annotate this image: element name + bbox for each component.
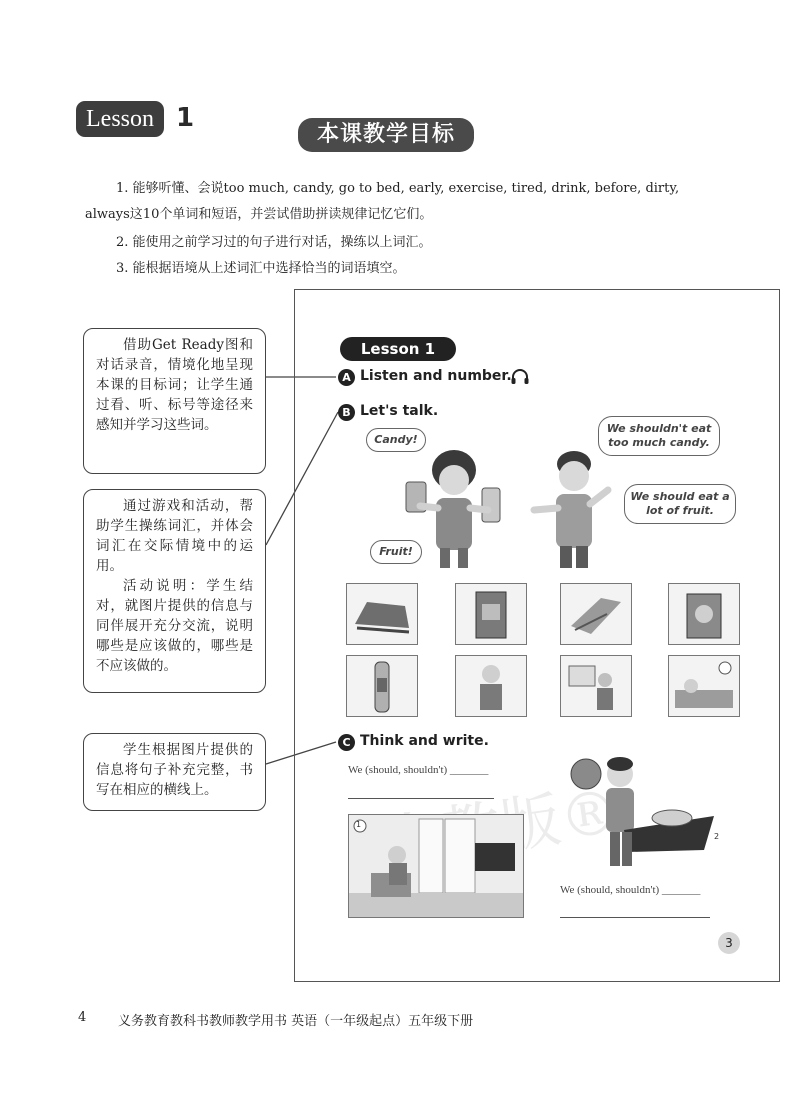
scene-2-number: 2: [714, 832, 720, 841]
section-a-badge: A: [338, 369, 355, 386]
section-title: 本课教学目标: [316, 122, 455, 147]
objective-1-cont: always这10个单词和短语，并尝试借助拼读规律记忆它们。: [85, 207, 433, 222]
section-b-title: Let's talk.: [360, 403, 439, 419]
speech-bubble-shouldnt: We shouldn't eat too much candy.: [598, 416, 720, 456]
picture-card: [668, 583, 740, 645]
picture-card: [455, 655, 527, 717]
picture-card: [346, 655, 418, 717]
objective-3: 3. 能根据语境从上述词汇中选择恰当的词语填空。: [116, 261, 406, 276]
picture-card: [346, 583, 418, 645]
speech-bubble-fruit: Fruit!: [370, 540, 422, 564]
picture-card: [560, 583, 632, 645]
annotation-note-2-para-2: 活动说明：学生结对，就图片提供的信息与同伴展开充分交流，说明哪些是应该做的，哪些是不应该做的。: [96, 578, 253, 674]
objective-1: 1. 能够听懂、会说too much, candy, go to bed, early, exercise, tired, drink, before, dirty,: [116, 181, 680, 196]
section-a-title: Listen and number.: [360, 368, 512, 384]
picture-card: [560, 655, 632, 717]
textbook-page-number: 3: [718, 932, 740, 954]
lesson-number: 1: [176, 103, 195, 133]
answer-line-2: [560, 917, 710, 918]
annotation-note-3: [83, 733, 266, 811]
children-illustration: [396, 448, 626, 570]
annotation-note-2-para-1: 通过游戏和活动，帮助学生操练词汇，并体会词汇在交际情境中的运用。: [96, 498, 253, 574]
write-prompt-1: We (should, shouldn't) _______: [348, 764, 489, 776]
annotation-note-1: [83, 328, 266, 474]
section-c-title: Think and write.: [360, 733, 489, 749]
footer-book-title: 义务教育教科书教师教学用书 英语（一年级起点）五年级下册: [118, 1014, 474, 1029]
headphones-icon: [510, 368, 530, 386]
annotation-note-3-text: 学生根据图片提供的信息将句子补充完整，书写在相应的横线上。: [96, 742, 253, 798]
section-c-badge: C: [338, 734, 355, 751]
footer-page-number: 4: [78, 1010, 87, 1025]
scene-picture-1: [348, 814, 524, 918]
boy-ball-illustration: [568, 752, 718, 878]
speech-bubble-candy: Candy!: [366, 428, 426, 452]
speech-bubble-should: We should eat a lot of fruit.: [624, 484, 736, 524]
objective-2: 2. 能使用之前学习过的句子进行对话，操练以上词汇。: [116, 235, 432, 250]
lesson-label: Lesson: [76, 101, 164, 137]
textbook-lesson-label: Lesson 1: [340, 337, 456, 361]
annotation-note-1-text: 借助Get Ready图和对话录音，情境化地呈现本课的目标词；让学生通过看、听、标号等途径来感知并学习这些词。: [96, 337, 253, 433]
section-b-badge: B: [338, 404, 355, 421]
write-prompt-2: We (should, shouldn't) _______: [560, 884, 701, 896]
scene-1-number: 1: [356, 820, 362, 829]
answer-line-1: [348, 798, 494, 799]
picture-card: [668, 655, 740, 717]
picture-card: [455, 583, 527, 645]
annotation-note-2: [83, 489, 266, 693]
